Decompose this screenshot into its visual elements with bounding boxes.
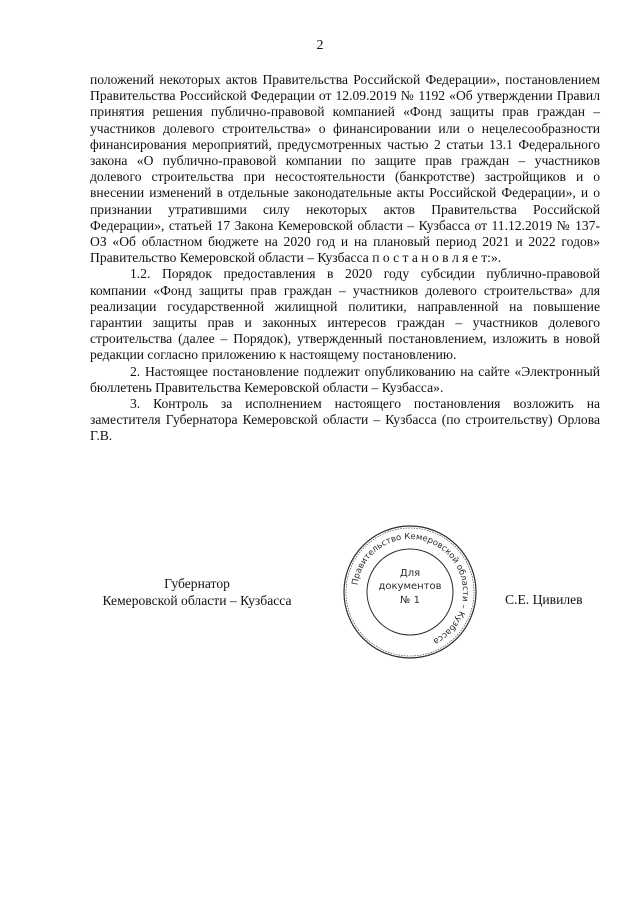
stamp-inner-ring [367,549,453,635]
stamp-center-line1: Для [399,568,421,579]
stamp-center-line2: документов [378,581,442,592]
signature-block [0,576,640,606]
paragraph-2: 2. Настоящее постановление подлежит опубликованию на сайте «Электронный бюллетень Правительства Кемеровской области – Кузбасса». [90,363,600,395]
paragraph-3: 3. Контроль за исполнением настоящего постановления возложить на заместителя Губернатора Кемеровской области – Кузбасса (по строительству) Орлова Г.В. [90,396,600,444]
stamp-center-line3: № 1 [400,595,420,606]
paragraph-1-2: 1.2. Порядок предоставления в 2020 году субсидии публично-правовой компании «Фонд защиты прав граждан – участников долевого строительства» для реализации государственной жилищной политики, направленной на повышение гарантии защиты прав и законных интересов граждан – участников долевого строительства (далее – Порядок), утвержденный постановлением, изложить в новой редакции согласно приложению к настоящему постановлению. [90,266,600,363]
paragraph-continuation: положений некоторых актов Правительства Российской Федерации», постановлением Правительства Российской Федерации от 12.09.2019 № 1192 «Об утверждении Правил принятия решения публично-правовой компанией «Фонд защиты прав граждан – участников долевого строительства» о финансировании или о нецелесообразности финансирования мероприятий, предусмотренных частью 2 статьи 13.1 Федерального закона «О публично-правовой компании по защите прав граждан – участников долевого строительства при несостоятельности (банкротстве) застройщиков и о внесении изменений в отдельные законодательные акты Российской Федерации», и о признании утратившими силу некоторых актов Правительства Российской Федерации», статьей 17 Закона Кемеровской области – Кузбасса от 11.12.2019 № 137-ОЗ «Об областном бюджете на 2020 год и на плановый период 2021 и 2022 годов» Правительство Кемеровской области – Кузбасса п о с т а н о в л я е т:». [90,72,600,266]
official-seal-stamp [340,522,480,662]
page-number: 2 [316,38,324,53]
stamp-outer-ring [344,526,476,658]
stamp-ring-text: Правительство Кемеровской области – Кузбасса [350,531,471,647]
document-body [90,72,600,445]
signatory-title [92,576,302,609]
signatory-title-line1: Губернатор [164,576,230,591]
signatory-title-line2: Кемеровской области – Кузбасса [102,592,292,608]
stamp-dotted-ring [346,528,474,656]
signatory-name: С.Е. Цивилев [505,592,583,607]
